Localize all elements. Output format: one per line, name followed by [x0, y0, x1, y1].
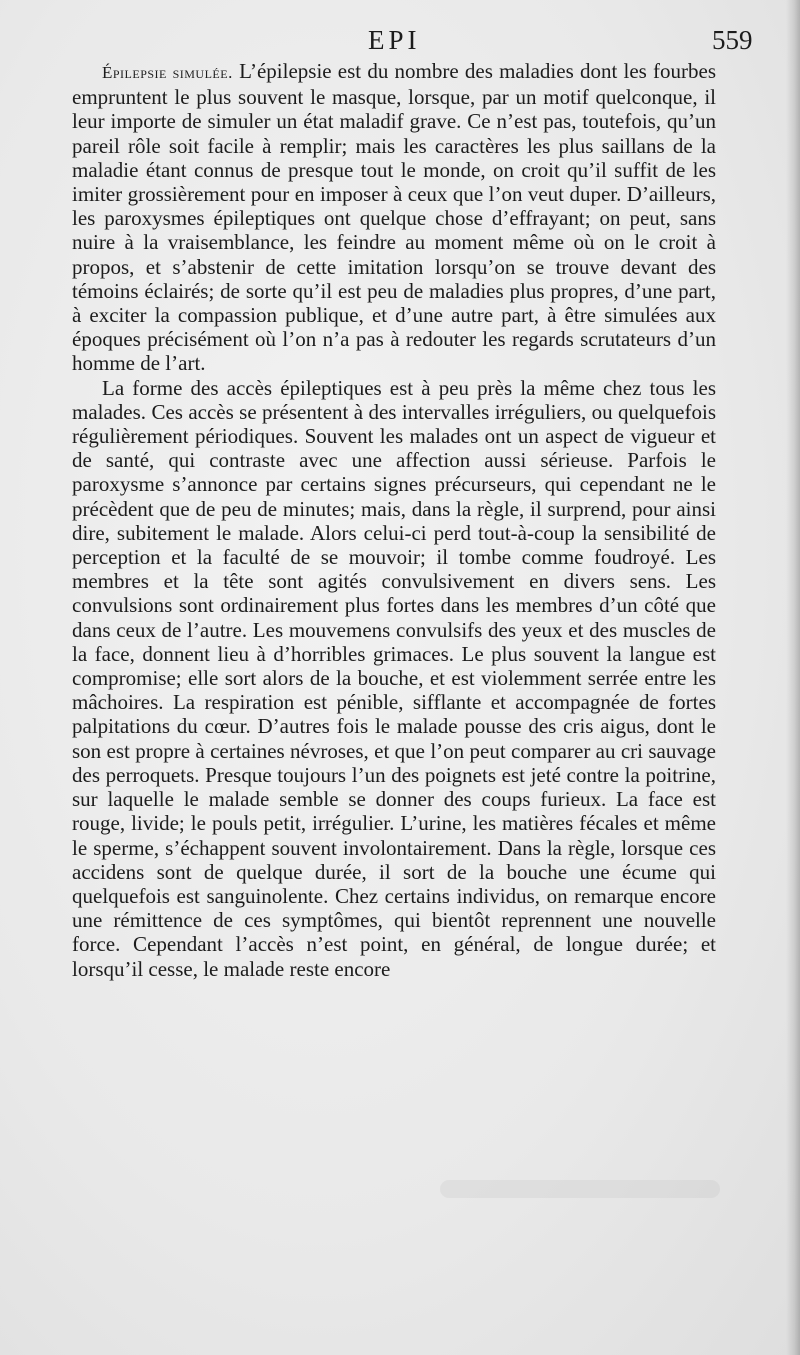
page-header — [0, 22, 800, 58]
page-spine-shadow — [786, 0, 800, 1355]
page-smudge — [440, 1180, 720, 1198]
entry-term: Épilepsie simulée. — [102, 63, 233, 82]
paragraph-1 — [72, 59, 716, 376]
running-head: EPI — [368, 25, 421, 55]
body-text — [72, 59, 716, 981]
paragraph-1-text: L’épilepsie est du nombre des maladies dont les fourbes empruntent le plus souvent le masque, lorsque, par un motif quelconque, il leur importe de simuler un état maladif grave. Ce n’est pas, toutefois, qu’un pareil rôle soit facile à remplir; mais les caractères les plus saillans de la maladie étant connus de presque tout le monde, on croit qu’il suffit de les imiter grossièrement pour en imposer à ceux que l’on veut duper. D’ailleurs, les paroxysmes épileptiques ont quelque chose d’effrayant; on peut, sans nuire à la vraisemblance, les feindre au moment même où on le croit à propos, et s’abstenir de cette imitation lorsqu’on se trouve devant des témoins éclairés; de sorte qu’il est peu de maladies plus propres, d’une part, à exciter la compassion publique, et d’une autre part, à être simulées aux époques précisément où l’on n’a pas à redouter les regards scrutateurs d’un homme de l’art. — [72, 59, 717, 376]
paragraph-2: La forme des accès épileptiques est à peu près la même chez tous les malades. Ces accès se présentent à des intervalles irréguliers, ou quelquefois régulièrement périodiques. Souvent les malades ont un aspect de vigueur et de santé, qui contraste avec une affection aussi sérieuse. Parfois le paroxysme s’annonce par certains signes précurseurs, qui cependant ne le précèdent que de peu de minutes; mais, dans la règle, il surprend, pour ainsi dire, subitement le malade. Alors celui-ci perd tout-à-coup la sensibilité de perception et la faculté de se mouvoir; il tombe comme foudroyé. Les membres et la tête sont agités convulsivement en divers sens. Les convulsions sont ordinairement plus fortes dans les membres d’un côté que dans ceux de l’autre. Les mouvemens convulsifs des yeux et des muscles de la face, donnent lieu à d’horribles grimaces. Le plus souvent la langue est compromise; elle sort alors de la bouche, et est violemment serrée entre les mâchoires. La respiration est pénible, sifflante et accompagnée de fortes palpitations du cœur. D’autres fois le malade pousse des cris aigus, dont le son est propre à certaines névroses, et que l’on peut comparer au cri sauvage des perroquets. Presque toujours l’un des poignets est jeté contre la poitrine, sur laquelle le malade semble se donner des coups furieux. La face est rouge, livide; le pouls petit, irrégulier. L’urine, les matières fécales et même le sperme, s’échappent souvent involontairement. Dans la règle, lorsque ces accidens sont de quelque durée, il sort de la bouche une écume qui quelquefois est sanguinolente. Chez certains individus, on remarque encore une rémittence de ces symptômes, qui bientôt reprennent une nouvelle force. Cependant l’accès n’est point, en général, de longue durée; et lorsqu’il cesse, le malade reste encore — [72, 375, 716, 981]
page-number: 559 — [712, 25, 753, 55]
